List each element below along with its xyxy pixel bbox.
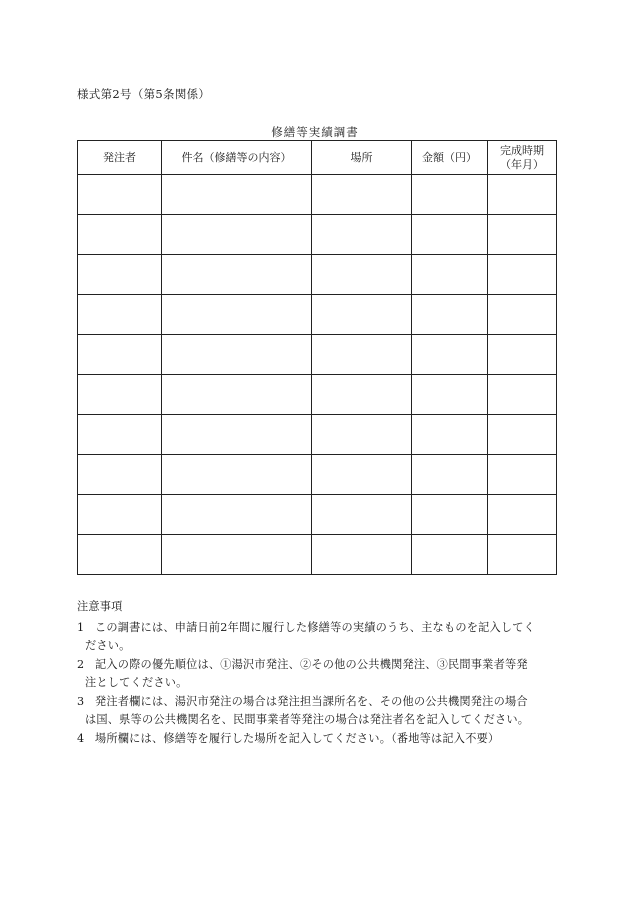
note-item bbox=[77, 730, 562, 749]
table-cell[interactable] bbox=[412, 175, 488, 215]
table-row bbox=[78, 375, 557, 415]
note-line: ださい。 bbox=[85, 639, 131, 652]
table-row bbox=[78, 455, 557, 495]
table-cell[interactable] bbox=[312, 215, 412, 255]
table-cell[interactable] bbox=[488, 535, 557, 575]
table-cell[interactable] bbox=[162, 175, 312, 215]
table-cell[interactable] bbox=[78, 255, 162, 295]
column-header: 発注者 bbox=[78, 141, 162, 175]
table-cell[interactable] bbox=[488, 215, 557, 255]
table-cell[interactable] bbox=[412, 255, 488, 295]
note-line: 注としてください。 bbox=[85, 676, 188, 689]
table-cell[interactable] bbox=[488, 455, 557, 495]
table-cell[interactable] bbox=[312, 255, 412, 295]
document-title: 修繕等実績調書 bbox=[271, 125, 359, 139]
table-cell[interactable] bbox=[162, 455, 312, 495]
table-row bbox=[78, 495, 557, 535]
table-cell[interactable] bbox=[312, 415, 412, 455]
table-cell[interactable] bbox=[412, 495, 488, 535]
notes-section bbox=[77, 598, 562, 748]
table-cell[interactable] bbox=[488, 375, 557, 415]
table-cell[interactable] bbox=[312, 335, 412, 375]
table-cell[interactable] bbox=[488, 335, 557, 375]
note-line: 記入の際の優先順位は、①湯沢市発注、②その他の公共機関発注、③民間事業者等発 bbox=[95, 657, 528, 671]
table-row bbox=[78, 295, 557, 335]
note-item bbox=[77, 693, 562, 730]
note-number: 4 bbox=[77, 731, 85, 745]
table-cell[interactable] bbox=[162, 375, 312, 415]
table-cell[interactable] bbox=[162, 415, 312, 455]
table-cell[interactable] bbox=[78, 335, 162, 375]
note-number: 3 bbox=[77, 694, 85, 708]
table-cell[interactable] bbox=[488, 175, 557, 215]
table-cell[interactable] bbox=[78, 215, 162, 255]
note-text bbox=[85, 656, 562, 693]
note-number: 1 bbox=[77, 620, 85, 634]
column-header: 場所 bbox=[312, 141, 412, 175]
table-row bbox=[78, 535, 557, 575]
table-cell[interactable] bbox=[412, 215, 488, 255]
table-row bbox=[78, 335, 557, 375]
note-item bbox=[77, 656, 562, 693]
table-cell[interactable] bbox=[488, 255, 557, 295]
table-body bbox=[78, 175, 557, 575]
note-item bbox=[77, 619, 562, 656]
note-line: この調書には、申請日前2年間に履行した修繕等の実績のうち、主なものを記入してく bbox=[95, 620, 536, 634]
table-row bbox=[78, 215, 557, 255]
table-row bbox=[78, 175, 557, 215]
column-header: 完成時期 （年月） bbox=[488, 141, 557, 175]
table-cell[interactable] bbox=[312, 455, 412, 495]
table-cell[interactable] bbox=[162, 335, 312, 375]
table-cell[interactable] bbox=[162, 495, 312, 535]
table-cell[interactable] bbox=[488, 495, 557, 535]
note-number: 2 bbox=[77, 657, 85, 671]
table-row bbox=[78, 415, 557, 455]
note-text bbox=[85, 693, 562, 730]
table-cell[interactable] bbox=[412, 535, 488, 575]
table-cell[interactable] bbox=[162, 535, 312, 575]
note-line: 発注者欄には、湯沢市発注の場合は発注担当課所名を、その他の公共機関発注の場合 bbox=[95, 694, 528, 708]
table-cell[interactable] bbox=[78, 455, 162, 495]
table-cell[interactable] bbox=[312, 175, 412, 215]
table-row bbox=[78, 255, 557, 295]
note-text bbox=[95, 730, 562, 749]
note-text bbox=[85, 619, 562, 656]
table-cell[interactable] bbox=[412, 455, 488, 495]
table-cell[interactable] bbox=[78, 175, 162, 215]
notes-heading: 注意事項 bbox=[77, 600, 123, 613]
table-cell[interactable] bbox=[488, 415, 557, 455]
form-number: 様式第2号（第5条関係） bbox=[77, 87, 211, 101]
column-header: 金額（円） bbox=[412, 141, 488, 175]
table-cell[interactable] bbox=[162, 255, 312, 295]
table-cell[interactable] bbox=[78, 375, 162, 415]
note-line: は国、県等の公共機関名を、民間事業者等発注の場合は発注者名を記入してください。 bbox=[85, 713, 530, 726]
record-table bbox=[77, 140, 557, 575]
table-cell[interactable] bbox=[412, 335, 488, 375]
table-cell[interactable] bbox=[312, 495, 412, 535]
table-header-row bbox=[78, 141, 557, 175]
table-cell[interactable] bbox=[312, 375, 412, 415]
table-cell[interactable] bbox=[412, 415, 488, 455]
table-cell[interactable] bbox=[78, 535, 162, 575]
table-cell[interactable] bbox=[162, 295, 312, 335]
table-cell[interactable] bbox=[78, 415, 162, 455]
notes-list bbox=[77, 619, 562, 749]
table-cell[interactable] bbox=[312, 295, 412, 335]
table-cell[interactable] bbox=[78, 295, 162, 335]
note-line: 場所欄には、修繕等を履行した場所を記入してください。（番地等は記入不要） bbox=[95, 731, 500, 745]
table-cell[interactable] bbox=[412, 375, 488, 415]
table-cell[interactable] bbox=[162, 215, 312, 255]
column-header: 件名（修繕等の内容） bbox=[162, 141, 312, 175]
table-cell[interactable] bbox=[412, 295, 488, 335]
table-cell[interactable] bbox=[488, 295, 557, 335]
table-cell[interactable] bbox=[312, 535, 412, 575]
table-cell[interactable] bbox=[78, 495, 162, 535]
